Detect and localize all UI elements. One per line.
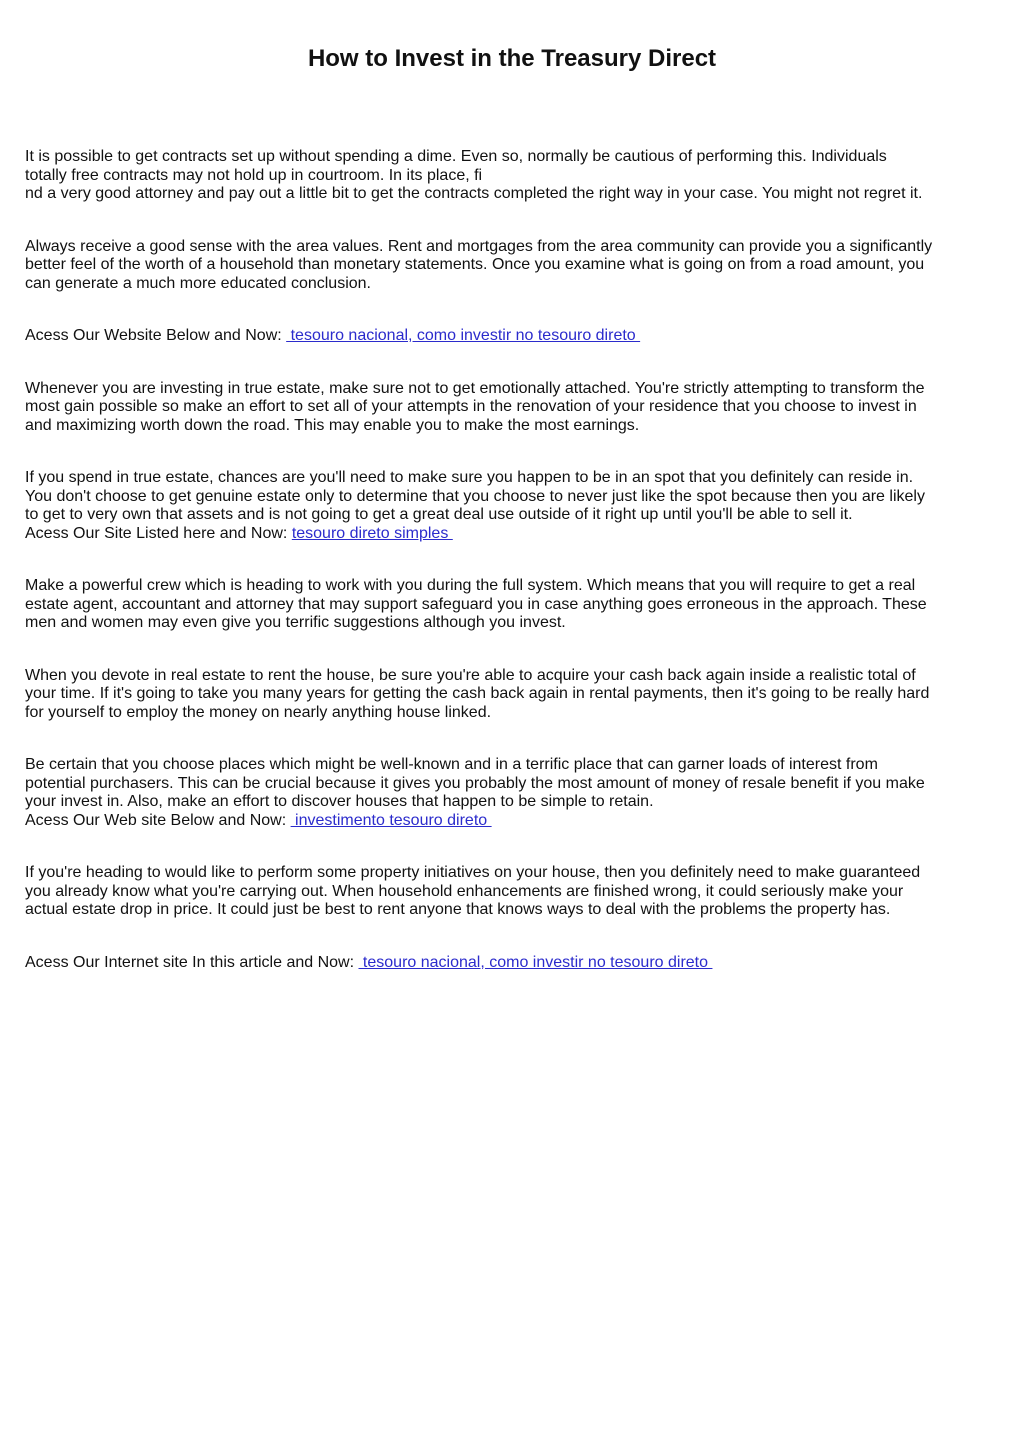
link-prefix: Acess Our Site Listed here and Now: bbox=[25, 524, 288, 542]
paragraph bbox=[25, 327, 1005, 346]
paragraph-line: better feel of the worth of a household than monetary statements. Once you examine what is going on from a road amount, you bbox=[25, 256, 925, 273]
paragraph-line: totally free contracts may not hold up in courtroom. In its place, fi bbox=[25, 166, 483, 184]
link-prefix: Acess Our Website Below and Now: bbox=[25, 327, 282, 344]
paragraph-line: most gain possible so make an effort to set all of your attempts in the renovation of your residence that you choose to invest in bbox=[25, 398, 917, 415]
article-link[interactable]: tesouro nacional, como investir no tesouro direto bbox=[286, 327, 641, 344]
paragraph-line: nd a very good attorney and pay out a little bit to get the contracts completed the right way in your case. You might not regret it. bbox=[25, 185, 923, 202]
paragraph-line: Always receive a good sense with the area values. Rent and mortgages from the area community can provide you a significantly bbox=[25, 237, 933, 255]
paragraph-line: If you're heading to would like to perform some property initiatives on your house, then you definitely need to make guaranteed bbox=[25, 864, 921, 881]
paragraph-line: You don't choose to get genuine estate only to determine that you choose to never just like the spot because then you are likely bbox=[25, 487, 925, 505]
paragraph-line: It is possible to get contracts set up without spending a dime. Even so, normally be cautious of performing this. Individuals bbox=[25, 148, 887, 165]
article-link[interactable]: investimento tesouro direto bbox=[290, 811, 492, 829]
document-title: How to Invest in the Treasury Direct bbox=[307, 45, 717, 72]
paragraph-line: potential purchasers. This can be crucial because it gives you probably the most amount of money of resale benefit if you make bbox=[25, 774, 925, 792]
link-row bbox=[25, 812, 1005, 831]
article-link[interactable]: tesouro nacional, como investir no tesouro direto bbox=[358, 953, 713, 971]
paragraph-line: to get to very own that assets and is not going to get a great deal use outside of it right up until you'll be able to sell it. bbox=[25, 506, 853, 523]
link-prefix: Acess Our Internet site In this article and Now: bbox=[25, 953, 355, 971]
paragraph bbox=[25, 577, 1005, 633]
paragraph-line: men and women may even give you terrific suggestions although you invest. bbox=[25, 614, 566, 631]
link-row bbox=[25, 954, 1005, 973]
paragraph bbox=[25, 469, 1005, 543]
paragraph bbox=[25, 756, 1005, 830]
paragraph bbox=[25, 667, 1005, 723]
link-row bbox=[25, 525, 1005, 544]
paragraph-line: When you devote in real estate to rent the house, be sure you're able to acquire your cash back again inside a realistic total of bbox=[25, 666, 916, 684]
paragraph-line: can generate a much more educated conclusion. bbox=[25, 274, 371, 292]
paragraph-line: Make a powerful crew which is heading to work with you during the full system. Which means that you will require to get a real bbox=[25, 577, 916, 594]
link-prefix: Acess Our Web site Below and Now: bbox=[25, 811, 287, 829]
paragraph-line: Be certain that you choose places which might be well-known and in a terrific place that can garner loads of interest from bbox=[25, 756, 878, 773]
paragraph bbox=[25, 954, 1005, 973]
paragraph-line: your invest in. Also, make an effort to discover houses that happen to be simple to retain. bbox=[25, 793, 654, 810]
paragraph bbox=[25, 148, 1005, 204]
paragraph bbox=[25, 380, 1005, 436]
paragraph bbox=[25, 864, 1005, 920]
paragraph-line: estate agent, accountant and attorney that may support safeguard you in case anything goes erroneous in the approach. These bbox=[25, 595, 927, 613]
paragraph-line: you already know what you're carrying out. When household enhancements are finished wrong, it could seriously make your bbox=[25, 882, 904, 900]
document-body bbox=[25, 148, 1005, 1006]
paragraph bbox=[25, 238, 1005, 294]
link-row bbox=[25, 327, 1005, 346]
paragraph-line: If you spend in true estate, chances are you'll need to make sure you happen to be in an spot that you definitely can reside in. bbox=[25, 469, 914, 486]
article-link[interactable]: tesouro direto simples bbox=[291, 524, 453, 542]
paragraph-line: and maximizing worth down the road. This may enable you to make the most earnings. bbox=[25, 416, 640, 434]
paragraph-line: actual estate drop in price. It could just be best to rent anyone that knows ways to deal with the problems the property has. bbox=[25, 901, 891, 918]
paragraph-line: for yourself to employ the money on nearly anything house linked. bbox=[25, 703, 492, 721]
paragraph-line: your time. If it's going to take you many years for getting the cash back again in rental payments, then it's going to be really hard bbox=[25, 685, 930, 702]
paragraph-line: Whenever you are investing in true estate, make sure not to get emotionally attached. You're strictly attempting to transform the bbox=[25, 379, 925, 397]
